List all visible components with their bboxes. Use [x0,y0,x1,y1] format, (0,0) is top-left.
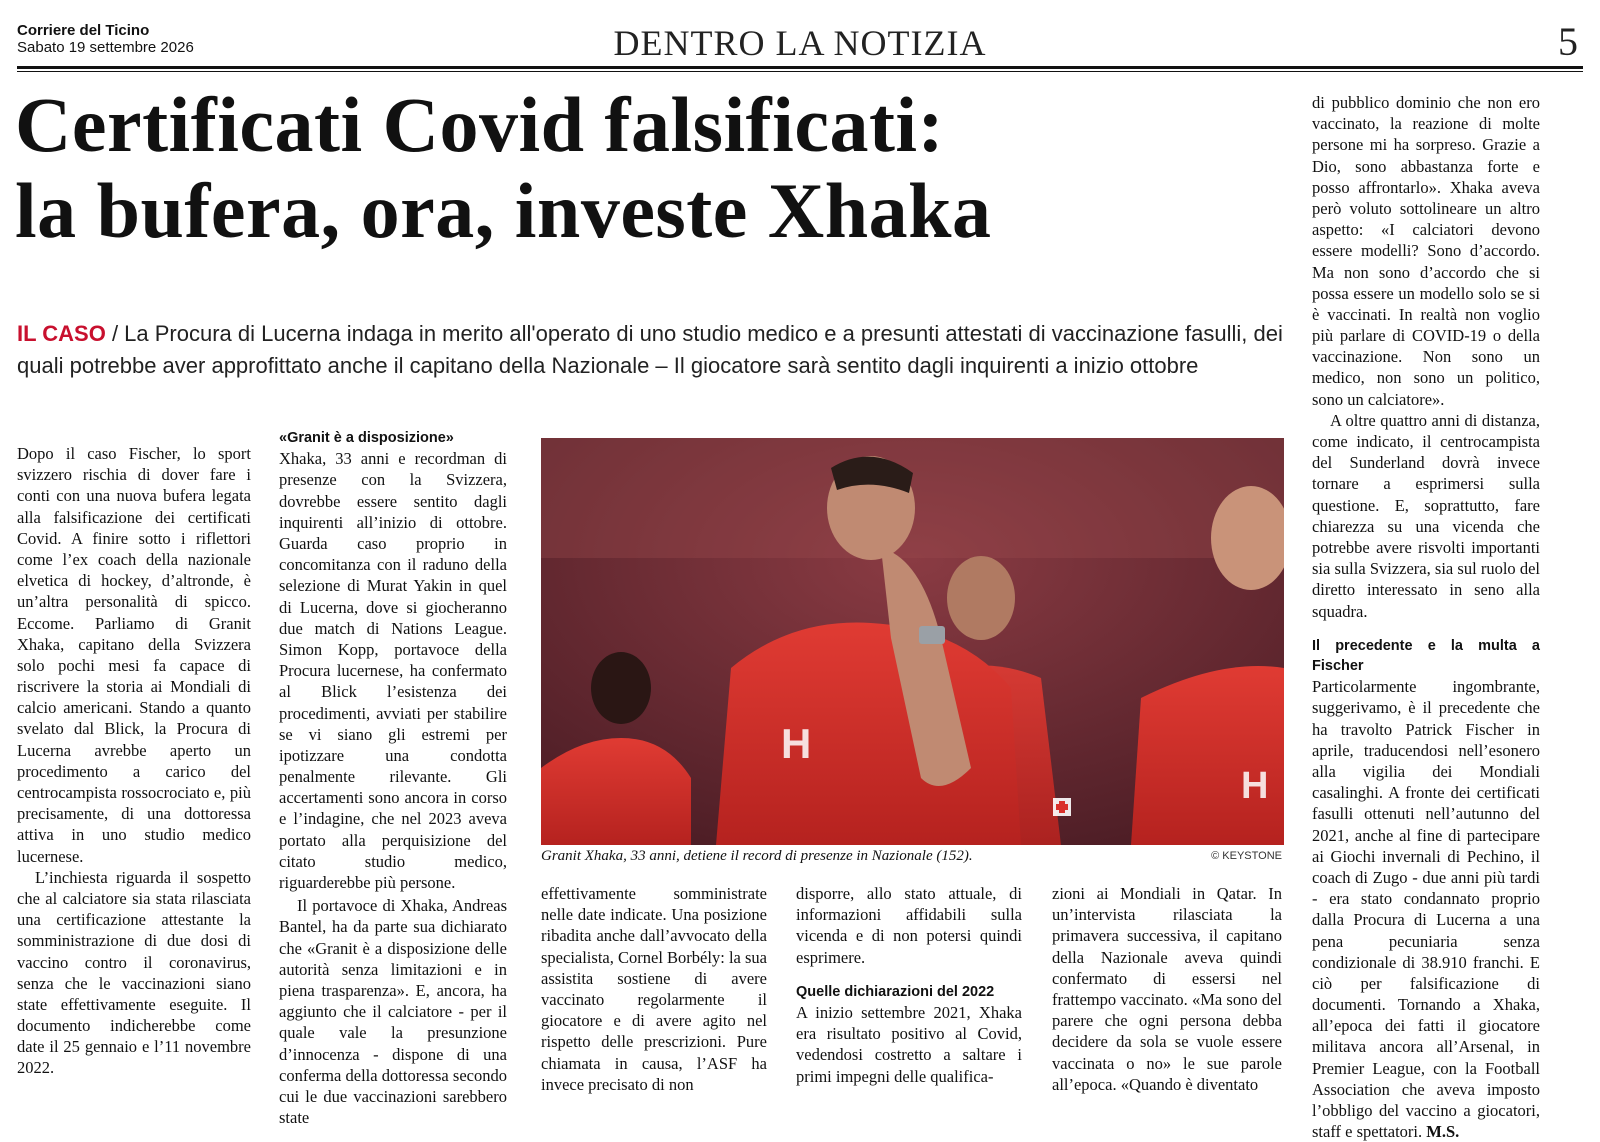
headline-line-2: la bufera, ora, investe Xhaka [15,166,992,254]
paragraph: zioni ai Mondiali in Qatar. In un’intervista rilasciata la primavera successiva, il capitano della Nazionale aveva quindi confermato di essersi nel frattempo vaccinato. «Ma sono del parere che ogni persona debba decidere da sola se vuole essere vaccinata o no» le sue parole all’epoca. «Quando è diventato [1052,884,1282,1094]
photo-credit: © KEYSTONE [1211,850,1282,862]
article-column-1 [17,443,251,1079]
paragraph: Il portavoce di Xhaka, Andreas Bantel, ha da parte sua dichiarato che «Granit è a disposizione delle autorità senza limitazioni e in piena trasparenza». E, ancora, ha aggiunto che il calciatore - per il quale vale la presunzione d’innocenza - dispone di una conferma della dottoressa secondo cui le due vaccinazioni sarebbero state [279,896,507,1128]
headline-line-1: Certificati Covid falsificati: [15,81,945,168]
kicker-text: La Procura di Lucerna indaga in merito all'operato di uno studio medico e a presunti attestati di vaccinazione fasulli, dei quali potrebbe aver approfittato anche il capitano della Nazionale – Il giocatore sarà sentito dagli inquirenti a inizio ottobre [17,321,1283,378]
article-column-4 [796,883,1022,1087]
photo-caption: Granit Xhaka, 33 anni, detiene il record di presenze in Nazionale (152). [541,848,973,864]
subhead: Il precedente e la multa a Fischer [1312,637,1540,674]
paragraph: A inizio settembre 2021, Xhaka era risultato positivo al Covid, vedendosi costretto a saltare i primi impegni delle qualifica- [796,1003,1022,1086]
section-title: DENTRO LA NOTIZIA [613,23,987,63]
masthead-rule-thin [17,71,1583,72]
newspaper-name: Corriere del Ticino [17,22,150,39]
article-photo [541,438,1284,845]
article-column-6 [1312,92,1540,1142]
article-column-3 [541,883,767,1095]
paragraph [1312,676,1540,1142]
paragraph: Dopo il caso Fischer, lo sport svizzero rischia di dover fare i conti con una nuova bufera legata alla falsificazione dei certificati Covid. A finire sotto i riflettori come l’ex coach della nazionale elvetica di hockey, d’altronde, è un’altra personalità di spicco. Eccome. Parliamo di Granit Xhaka, capitano della Svizzera solo pochi mesi fa capace di riscrivere la storia ai Mondiali di calcio americani. Stando a quanto svelato dal Blick, la Procura di Lucerna avrebbe aperto un procedimento a carico del centrocampista rossocrociato e, più precisamente, di una dottoressa attiva in uno studio medico lucernese. [17,444,251,866]
paragraph: disporre, allo stato attuale, di informazioni affidabili sulla vicenda e di non potersi quindi esprimere. [796,884,1022,967]
kicker-separator: / [105,321,125,346]
paragraph: effettivamente somministrate nelle date indicate. Una posizione ribadita anche dall’avvocato della specialista, Cornel Borbély: la sua assistita sostiene di avere vaccinato regolarmente il giocatore e di avere agito nel rispetto delle prescrizioni. Pure chiamata in causa, l’ASF ha invece precisato di non [541,884,767,1094]
kicker-label: IL CASO [17,321,106,346]
svg-text:H: H [781,720,812,767]
paragraph: L’inchiesta riguarda il sospetto che al calciatore sia stata rilasciata una certificazione attestante la somministrazione di due dosi di vaccino contro il coronavirus, senza che le vaccinazioni siano state effettivamente eseguite. Il documento indicherebbe come date il 25 gennaio e l’11 novembre 2022. [17,867,251,1078]
subhead: Quelle dichiarazioni del 2022 [796,983,995,1000]
author-signature: M.S. [1426,1122,1460,1142]
article-column-2 [279,428,507,1128]
page-number: 5 [1558,19,1578,64]
issue-date: Sabato 19 settembre 2026 [17,39,194,57]
svg-text:H: H [1241,765,1269,807]
paragraph: di pubblico dominio che non ero vaccinato, la reazione di molte persone mi ha sorpreso. Grazie a Dio, sono abbastanza forte e posso affrontarlo». Xhaka aveva però voluto sottolineare un altro aspetto: «I calciatori devono essere modelli? Sono d’accordo. Ma non sono d’accordo che si possa essere un modello solo se si è vaccinati. In realtà non voglio più parlare di COVID-19 o della vaccinazione. Non sono un medico, non sono un politico, sono un calciatore». [1312,93,1540,409]
headline [15,82,1315,254]
paragraph-text: Particolarmente ingombrante, suggerivamo, è il precedente che ha travolto Patrick Fischer in aprile, traducendosi nell’esonero alla vigilia dei Mondiali casalinghi. A fronte dei certificati fasulli ottenuti nell’autunno del 2021, anche al fine di partecipare ai Giochi invernali di Pechino, il coach di Zugo - due anni più tardi - era stato condannato proprio dalla Procura di Lucerna a una pena pecuniaria senza condizionale di 38.910 franchi. E ciò per falsificazione di documenti. Tornando a Xhaka, all’epoca dei fatti il giocatore militava ancora all’Arsenal, in Premier League, con la Football Association che aveva imposto l’obbligo del vaccino a giocatori, staff e spettatori. [1312,677,1540,1142]
subhead: «Granit è a disposizione» [279,430,454,446]
article-column-5 [1052,883,1282,1095]
masthead-rule [17,66,1583,69]
kicker [17,318,1307,382]
paragraph: A oltre quattro anni di distanza, come indicato, il centrocampista del Sunderland dovrà invece tornare a esprimersi sulla questione. E, soprattutto, fare chiarezza su una vicenda che potrebbe avere risvolti importanti sia sulla Svizzera, sia sul ruolo del diretto interessato in seno alla squadra. [1312,410,1540,621]
paragraph: Xhaka, 33 anni e recordman di presenze con la Svizzera, dovrebbe essere sentito dagli inquirenti all’inizio di ottobre. Guarda caso proprio in concomitanza con il raduno della selezione di Murat Yakin in quel di Lucerna, dove si giocheranno due match di Nations League. Simon Kopp, portavoce della Procura lucernese, ha confermato al Blick l’esistenza dei procedimenti, avviati per stabilire se vi siano gli estremi per ipotizzare una condotta penalmente rilevante. Gli accertamenti sono ancora in corso e l’indagine, che nel 2023 aveva portato alla perquisizione del citato studio medico, riguarderebbe più persone. [279,449,507,893]
photo-image [541,438,1284,845]
